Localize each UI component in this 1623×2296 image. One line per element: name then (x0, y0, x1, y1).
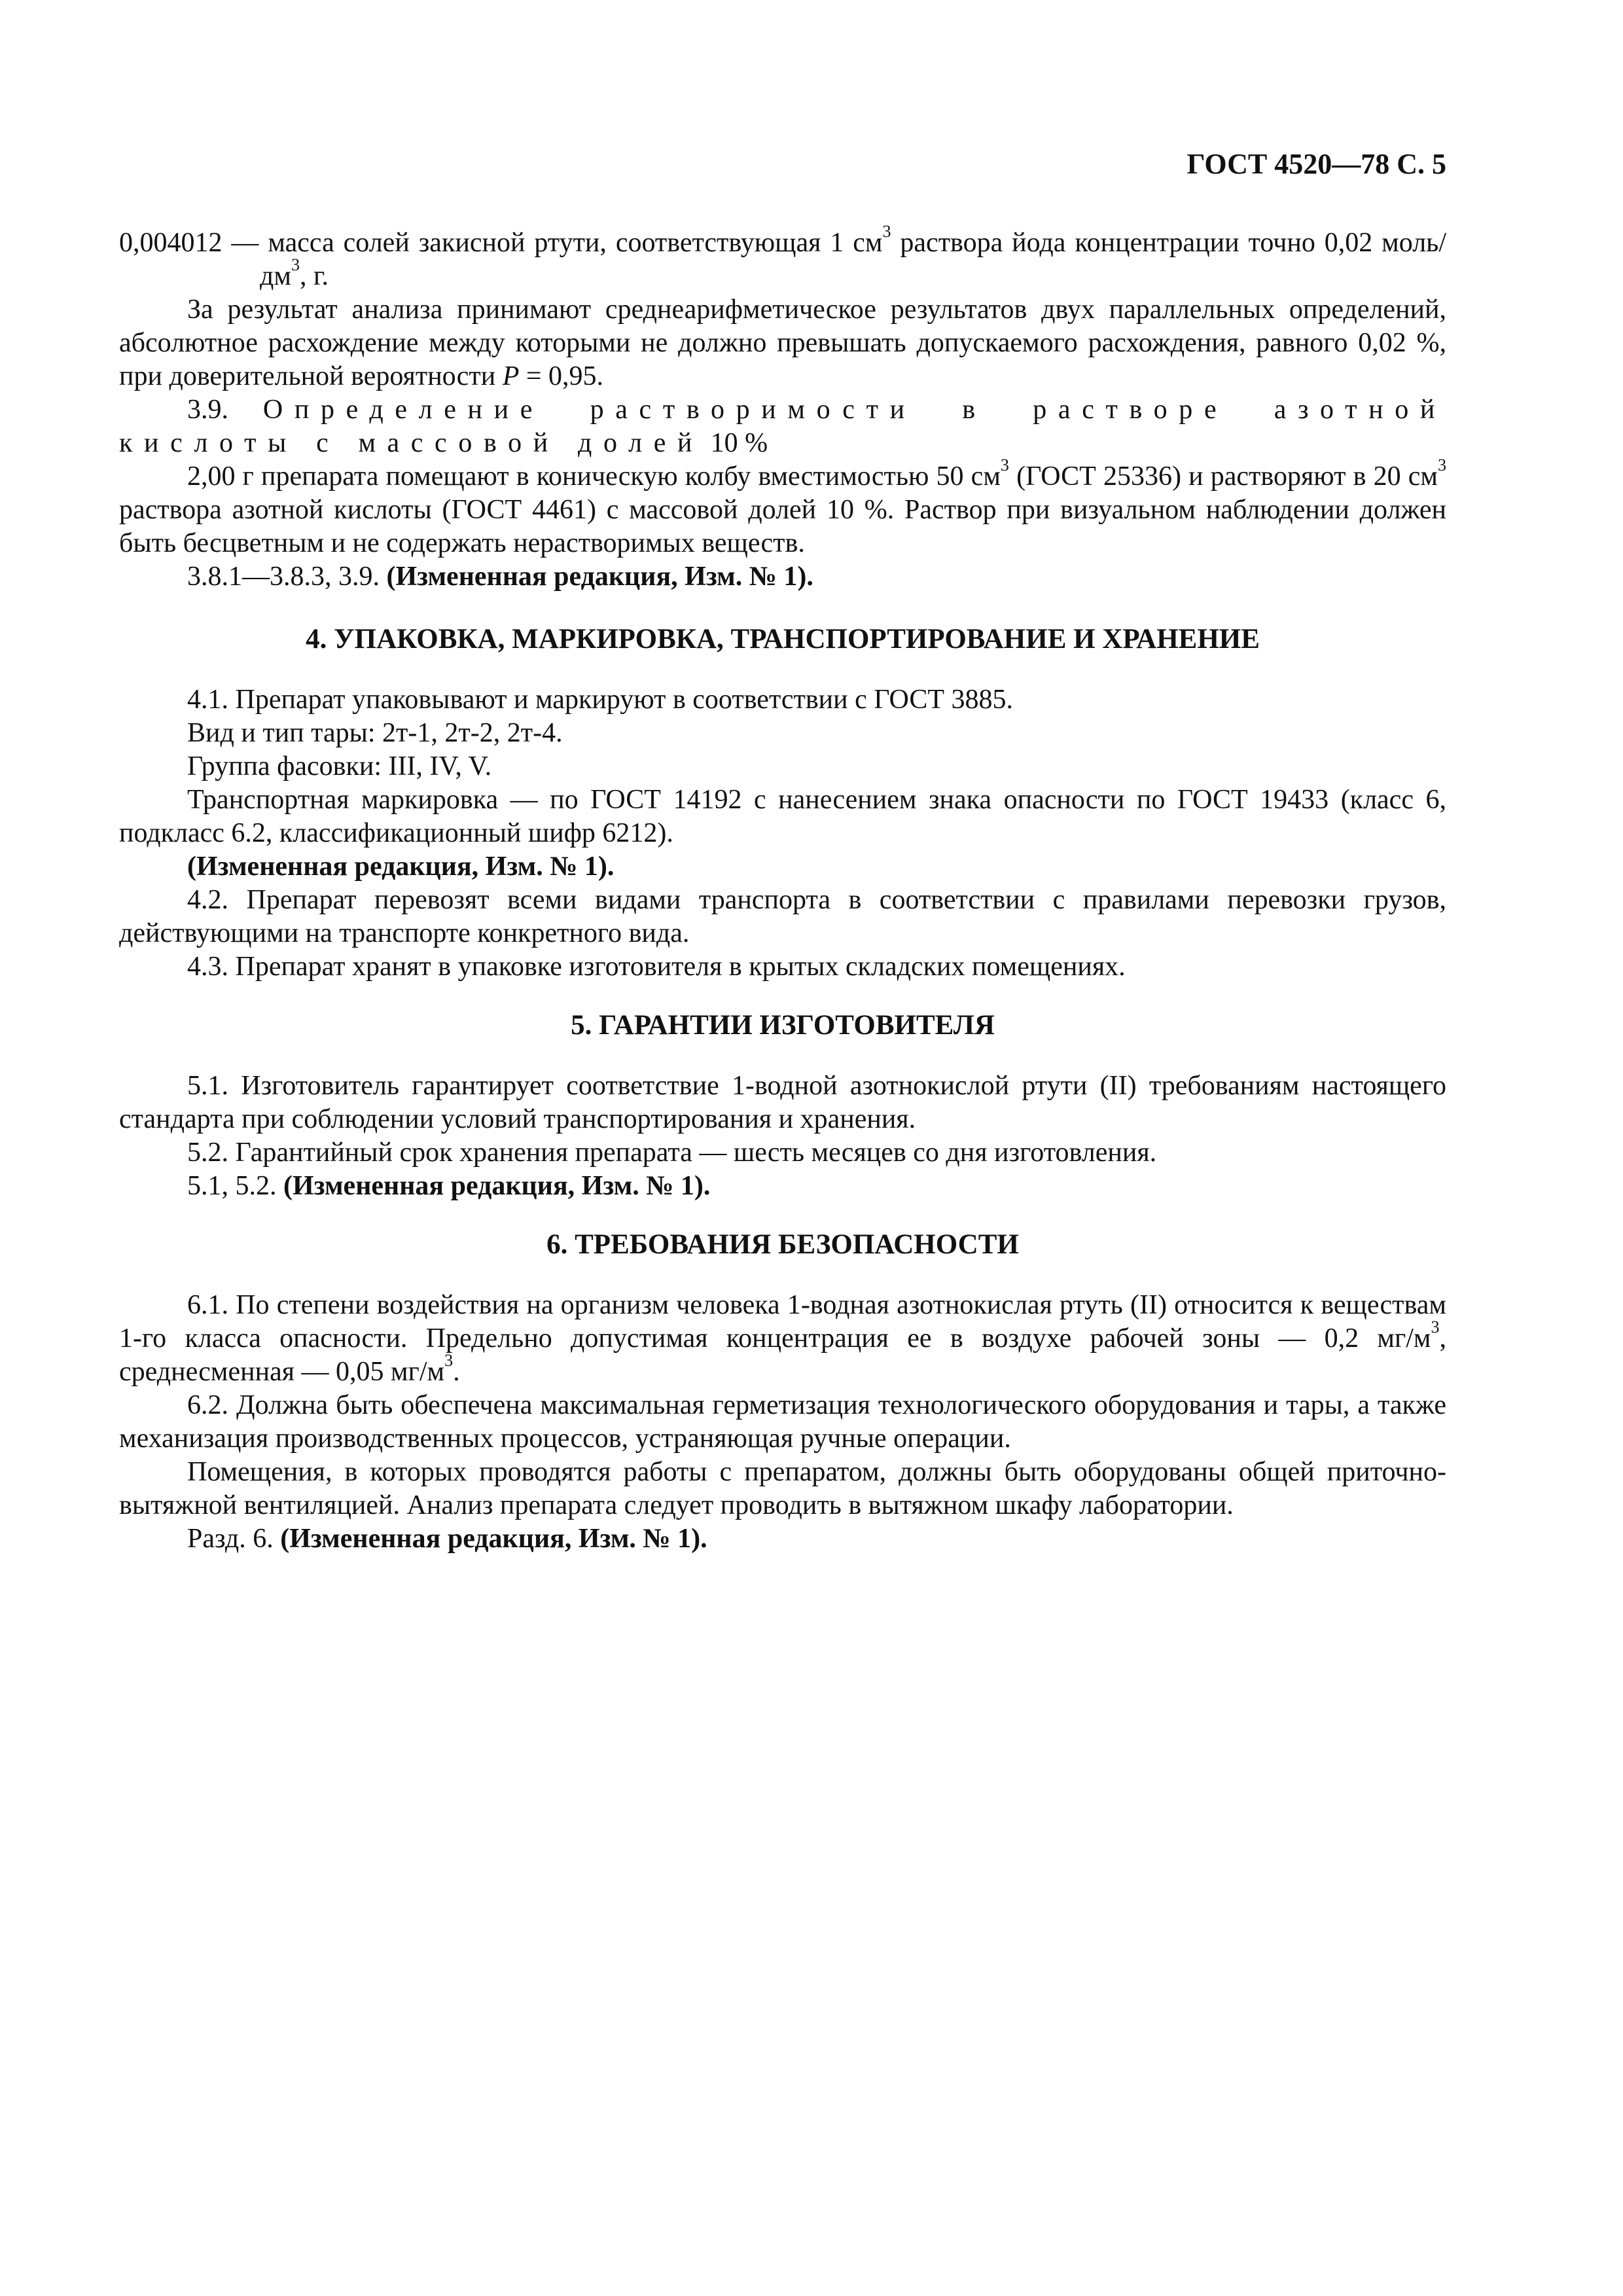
section-5-heading: 5. ГАРАНТИИ ИЗГОТОВИТЕЛЯ (571, 1010, 995, 1041)
section-4-heading: 4. УПАКОВКА, МАРКИРОВКА, ТРАНСПОРТИРОВАНИЕ И ХРАНЕНИЕ (306, 624, 1260, 655)
formula-value: 0,004012 (119, 228, 223, 258)
edit-note-section4: (Измененная редакция, Изм. № 1). (187, 852, 615, 882)
running-head: ГОСТ 4520—78 С. 5 (1186, 148, 1446, 180)
para-tara: Вид и тип тары: 2т-1, 2т-2, 2т-4. (187, 718, 563, 748)
edit-note-section3: 3.8.1—3.8.3, 3.9. (Измененная редакция, Изм. № 1). (187, 562, 813, 592)
para-5-2: 5.2. Гарантийный срок хранения препарата — шесть месяцев со дня изготовления. (187, 1138, 1157, 1168)
item-3-9-paragraph: 2,00 г препарата помещают в коническую колбу вместимостью 50 $см^3$ (ГОСТ 25336) и растворяют в 20 $см^3$ раствора азотной кислоты (ГОСТ 4461) с массовой долей 10 %. Раствор при визуальном наблюдении должен быть бесцветным и не содержать нерастворимых веществ. (119, 455, 1446, 558)
section-6-heading: 6. ТРЕБОВАНИЯ БЕЗОПАСНОСТИ (546, 1229, 1019, 1260)
edit-note-section6: Разд. 6. (Измененная редакция, Изм. № 1). (187, 1524, 707, 1554)
probability-variable: P (502, 361, 520, 391)
para-5-1: 5.1. Изготовитель гарантирует соответствие 1-водной азотнокислой ртути (II) требованиям настоящего стандарта при соблюдении условий транспортирования и хранения. (119, 1071, 1446, 1134)
para-transport-marking: Транспортная маркировка — по ГОСТ 14192 с нанесением знака опасности по ГОСТ 19433 (класс 6, подкласс 6.2, классификационный шифр 6212). (119, 785, 1446, 848)
formula-definition: 0,004012 — масса солей закисной ртути, соответствующая 1 $см^3$ раствора йода концентрации точно 0,02 моль/$дм^3$, г. (119, 221, 1446, 291)
document-page (119, 147, 1446, 1556)
para-4-3: 4.3. Препарат хранят в упаковке изготовителя в крытых складских помещениях. (187, 952, 1126, 982)
para-6-1: 6.1. По степени воздействия на организм человека 1-водная азотнокислая ртуть (II) относится к веществам 1-го класса опасности. Предельно допустимая концентрация ее в воздухе рабочей зоны — 0,2 $мг/м^3$, среднесменная — 0,05 $мг/м^3$. (119, 1290, 1446, 1387)
item-3-9-spaced-title: Определение растворимости в растворе азотной кислоты с массовой долей (119, 395, 1446, 458)
para-group: Группа фасовки: III, IV, V. (187, 751, 492, 781)
para-4-1: 4.1. Препарат упаковывают и маркируют в соответствии с ГОСТ 3885. (187, 685, 1013, 715)
item-3-9-title: 3.9. Определение растворимости в растворе азотной кислоты с массовой долей 10 % (119, 395, 1446, 458)
result-paragraph: За результат анализа принимают среднеарифметическое результатов двух параллельных определений, абсолютное расхождение между которыми не должно превышать допускаемого расхождения, равного 0,02 %, при доверительной вероятности P = 0,95. (119, 295, 1446, 391)
para-6-2: 6.2. Должна быть обеспечена максимальная герметизация технологического оборудования и тары, а также механизация производственных процессов, устраняющая ручные операции. (119, 1390, 1446, 1454)
para-4-2: 4.2. Препарат перевозят всеми видами транспорта в соответствии с правилами перевозки грузов, действующими на транспорте конкретного вида. (119, 885, 1446, 948)
para-rooms: Помещения, в которых проводятся работы с препаратом, должны быть оборудованы общей приточно-вытяжной вентиляцией. Анализ препарата следует проводить в вытяжном шкафу лаборатории. (119, 1457, 1446, 1520)
edit-note-section5: 5.1, 5.2. (Измененная редакция, Изм. № 1). (187, 1171, 711, 1201)
